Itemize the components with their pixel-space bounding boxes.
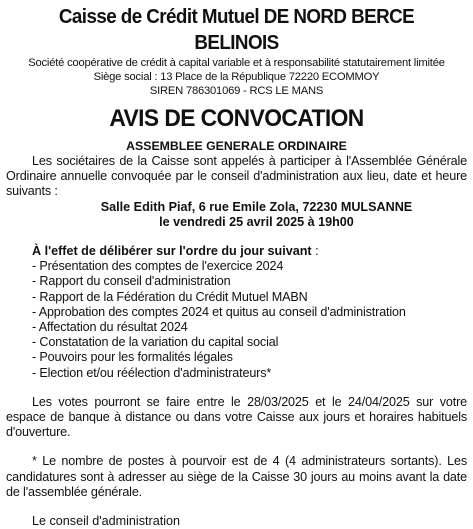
agenda-item: - Approbation des comptes 2024 et quitus au conseil d'administration xyxy=(32,304,406,319)
signature: Le conseil d'administration xyxy=(32,514,181,529)
agenda-item: - Rapport du conseil d'administration xyxy=(32,274,231,289)
meeting-datetime: le vendredi 25 avril 2025 à 19h00 xyxy=(159,214,354,229)
intro-paragraph: Les sociétaires de la Caisse sont appelés à participer à l'Assemblée Générale Ordinaire annuelle convoquée par le conseil d'administration aux lieu, date et heure suivants : xyxy=(6,154,467,199)
agenda-heading xyxy=(32,244,467,259)
agenda-item: - Election et/ou réélection d'administrateurs* xyxy=(32,365,272,380)
registration-number: SIREN 786301069 - RCS LE MANS xyxy=(149,85,324,97)
bank-name-title: Caisse de Crédit Mutuel DE NORD BERCE BELINOIS xyxy=(58,6,415,54)
head-office-address: Siège social : 13 Place de la République 72220 ECOMMOY xyxy=(93,71,380,83)
agenda-item: - Pouvoirs pour les formalités légales xyxy=(32,350,233,365)
agenda-item: - Constatation de la variation du capital social xyxy=(32,335,279,350)
assembly-type: ASSEMBLEE GENERALE ORDINAIRE xyxy=(126,139,347,153)
spacer xyxy=(6,381,467,395)
notice-page xyxy=(0,4,473,529)
agenda-heading-text: À l'effet de délibérer sur l'ordre du jour suivant xyxy=(32,244,312,259)
agenda-list xyxy=(6,259,467,381)
notice-title: AVIS DE CONVOCATION xyxy=(109,105,364,132)
spacer xyxy=(6,440,467,454)
agenda-item: - Présentation des comptes de l'exercice 2024 xyxy=(32,259,284,274)
voting-paragraph: Les votes pourront se faire entre le 28/03/2025 et le 24/04/2025 sur votre espace de banque à distance ou dans votre Caisse aux jours et horaires habituels d'ouverture. xyxy=(6,394,467,440)
agenda-heading-colon: : xyxy=(311,244,319,259)
footnote-paragraph: * Le nombre de postes à pourvoir est de 4 (4 administrateurs sortants). Les candidatures sont à adresser au siège de la Caisse 30 jours au moins avant la date de l'assemblée générale. xyxy=(6,454,467,499)
venue-address: Salle Edith Piaf, 6 rue Emile Zola, 72230 MULSANNE xyxy=(100,199,413,214)
agenda-item: - Affectation du résultat 2024 xyxy=(32,320,188,335)
agenda-item: - Rapport de la Fédération du Crédit Mutuel MABN xyxy=(32,289,308,304)
company-description: Société coopérative de crédit à capital variable et à responsabilité statutairement limitée xyxy=(28,57,445,69)
